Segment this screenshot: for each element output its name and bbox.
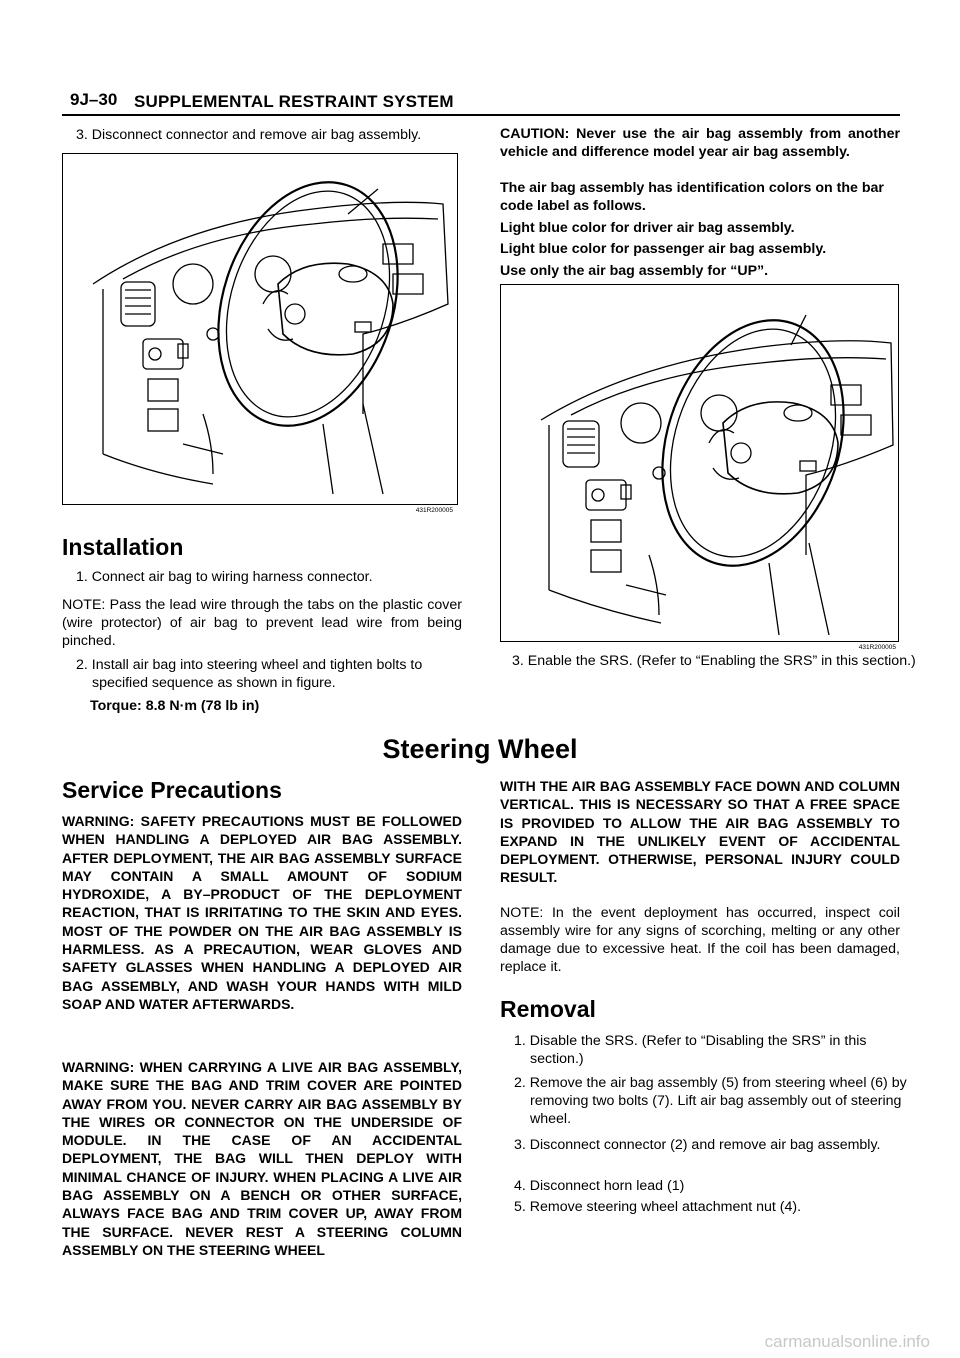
caution-4: Light blue color for passenger air bag assembly. — [500, 241, 827, 257]
removal-step-5: 5. Remove steering wheel attachment nut (4). — [514, 1199, 802, 1215]
chapter-title: SUPPLEMENTAL RESTRAINT SYSTEM — [134, 92, 454, 111]
header-rule — [62, 114, 900, 116]
figure-code-1: 431R200005 — [415, 507, 453, 514]
removal-heading: Removal — [500, 996, 596, 1022]
section-title: Steering Wheel — [382, 734, 578, 764]
warning-live-airbag: WARNING: WHEN CARRYING A LIVE AIR BAG ASSEMBLY, MAKE SURE THE BAG AND TRIM COVER ARE POINTED AWAY FROM YOU. NEVER CARRY AIR BAG ASSEMBLY BY THE WIRES OR CONNECTOR ON THE UNDERSIDE OF MODULE. IN THE CASE OF AN ACCIDENTAL DEPLOYMENT, THE BAG WILL THEN DEPLOY WITH MINIMAL CHANCE OF INJURY. WHEN PLACING A LIVE AIR BAG ASSEMBLY ON A BENCH OR OTHER SURFACE, ALWAYS FACE BAG AND TRIM COVER UP, AWAY FROM THE SURFACE. NEVER REST A STEERING COLUMN ASSEMBLY ON THE STEERING WHEEL — [62, 1059, 462, 1258]
removal-step-3: 3. Disconnect connector (2) and remove air bag assembly. — [514, 1137, 881, 1153]
figure-airbag-removal — [62, 153, 458, 514]
watermark: carmanualsonline.info — [764, 1332, 930, 1351]
removal-step-4: 4. Disconnect horn lead (1) — [514, 1178, 685, 1194]
warning-live-airbag-continued: WITH THE AIR BAG ASSEMBLY FACE DOWN AND COLUMN VERTICAL. THIS IS NECESSARY SO THAT A FREE SPACE IS PROVIDED TO ALLOW THE AIR BAG ASSEMBLY TO EXPAND IN THE UNLIKELY EVENT OF ACCIDENTAL DEPLOYMENT. OTHERWISE, PERSONAL INJURY COULD RESULT. — [500, 778, 900, 886]
enable-srs-step: 3. Enable the SRS. (Refer to “Enabling the SRS” in this section.) — [512, 653, 916, 669]
removal-step-1: 1. Disable the SRS. (Refer to “Disabling the SRS” in this section.) — [514, 1033, 867, 1067]
caution-5: Use only the air bag assembly for “UP”. — [500, 263, 769, 279]
figure-code-2: 431R200005 — [858, 644, 896, 651]
page-number: 9J–30 — [70, 90, 118, 109]
installation-step-1: 1. Connect air bag to wiring harness connector. — [76, 569, 373, 585]
torque-spec: Torque: 8.8 N·m (78 lb in) — [90, 698, 260, 714]
warning-deployed-airbag: WARNING: SAFETY PRECAUTIONS MUST BE FOLLOWED WHEN HANDLING A DEPLOYED AIR BAG ASSEMBLY. AFTER DEPLOYMENT, THE AIR BAG ASSEMBLY SURFACE MAY CONTAIN A SMALL AMOUNT OF SODIUM HYDROXIDE, A BY–PRODUCT OF THE DEPLOYMENT REACTION, THAT IS IRRITATING TO THE SKIN AND EYES. MOST OF THE POWDER ON THE AIR BAG ASSEMBLY IS HARMLESS. AS A PRECAUTION, WEAR GLOVES AND SAFETY GLASSES WHEN HANDLING A DEPLOYED AIR BAG ASSEMBLY, AND WASH YOUR HANDS WITH MILD SOAP AND WATER AFTERWARDS. — [62, 813, 462, 1012]
caution-3: Light blue color for driver air bag assembly. — [500, 220, 795, 236]
installation-heading: Installation — [62, 534, 184, 560]
removal-step-2: 2. Remove the air bag assembly (5) from steering wheel (6) by removing two bolts (7). Lift air bag assembly out of steering wheel. — [514, 1075, 907, 1127]
service-note: NOTE: In the event deployment has occurred, inspect coil assembly wire for any signs of scorching, melting or any other damage due to excessive heat. If the coil has been damaged, replace it. — [500, 905, 900, 975]
installation-step-2: 2. Install air bag into steering wheel and tighten bolts to specified sequence as shown in figure. — [76, 657, 423, 691]
steering-wheel-drawing-2 — [501, 285, 898, 641]
service-precautions-heading: Service Precautions — [62, 777, 282, 803]
removal-step-3-top: 3. Disconnect connector and remove air bag assembly. — [76, 127, 422, 143]
installation-note: NOTE: Pass the lead wire through the tabs on the plastic cover (wire protector) of air bag to prevent lead wire from being pinched. — [62, 597, 462, 649]
caution-2: The air bag assembly has identification colors on the bar code label as follows. — [500, 180, 884, 214]
figure-airbag-installed — [500, 284, 899, 651]
steering-wheel-drawing — [63, 154, 457, 504]
caution-1: CAUTION: Never use the air bag assembly from another vehicle and difference model year air bag assembly. — [500, 126, 900, 160]
